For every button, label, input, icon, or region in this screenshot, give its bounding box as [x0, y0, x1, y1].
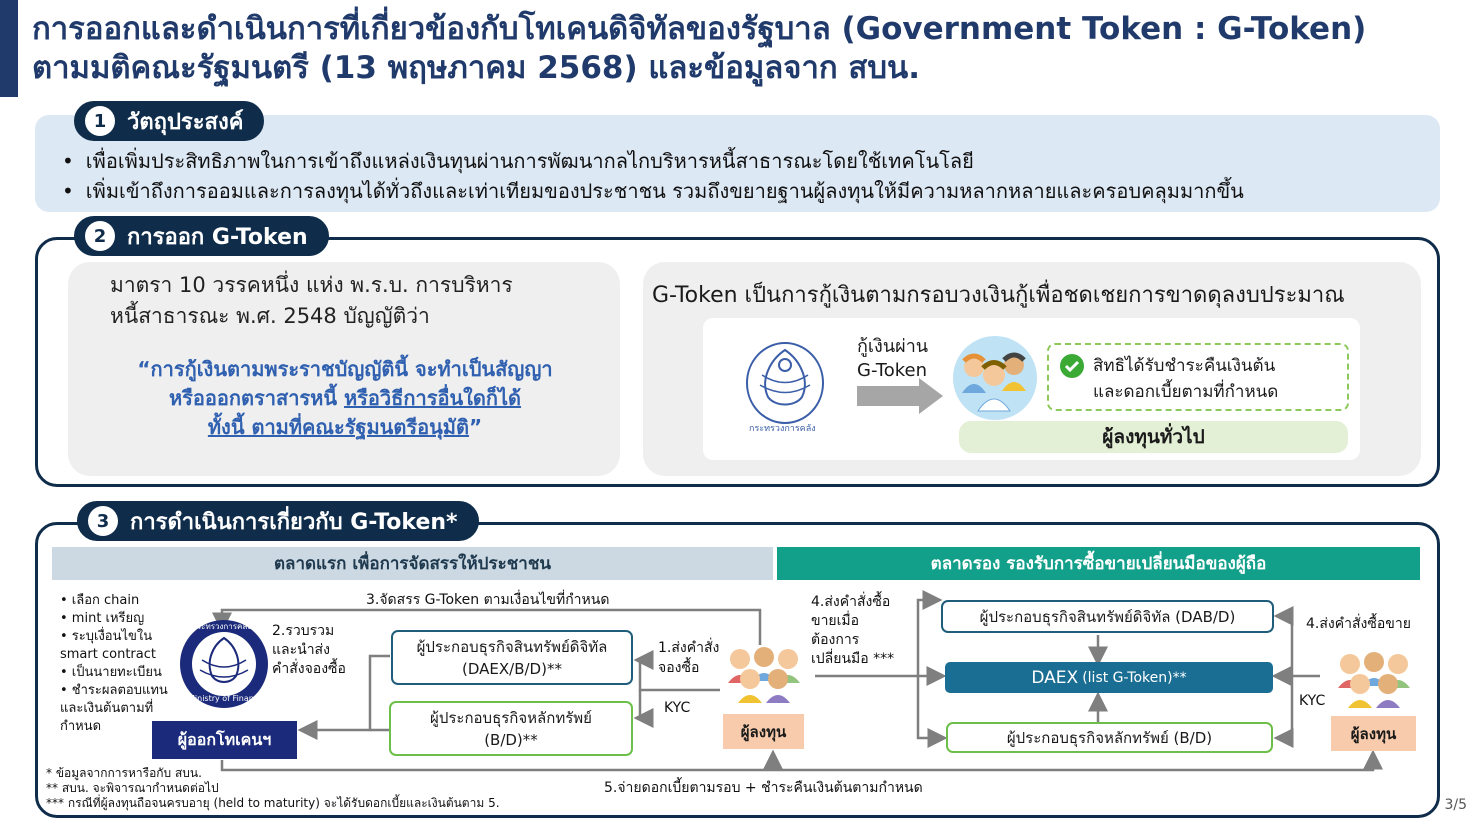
objective-item-2: • เพิ่มเข้าถึงการออมและการลงทุนได้ทั่วถึงและเท่าเทียมของประชาชน รวมถึงขยายฐานผู้ลงทุนให้มีความหลากหลายและครอบคลุมมากขึ้น [62, 176, 1244, 206]
step3-allocate-label: 3.จัดสรร G-Token ตามเงื่อนไขที่กำหนด [366, 592, 610, 608]
step1-subscribe-label: 1.ส่งคำสั่ง จองซื้อ [658, 640, 720, 676]
daex-exchange-box: DAEX (list G-Token)** [945, 662, 1273, 693]
law-line-1: มาตรา 10 วรรคหนึ่ง แห่ง พ.ร.บ. การบริหาร [110, 273, 513, 297]
section1-number: 1 [85, 106, 115, 136]
investor-tag-secondary: ผู้ลงทุน [1331, 716, 1416, 751]
law-line-2: หนี้สาธารณะ พ.ศ. 2548 บัญญัติว่า [110, 304, 430, 328]
footnote-2: ** สบน. จะพิจารณากำหนดต่อไป [46, 781, 219, 795]
law-quote-line-1: “การกู้เงินตามพระราชบัญญัตินี้ จะทำเป็นสัญญา [137, 357, 553, 381]
section2-number: 2 [85, 221, 115, 251]
primary-digital-asset-broker-box: ผู้ประกอบธุรกิจสินทรัพย์ดิจิทัล (DAEX/B/D)** [391, 630, 633, 685]
page-title-line2: ตามมติคณะรัฐมนตรี (13 พฤษภาคม 2568) และข้อมูลจาก สบน. [32, 50, 920, 86]
gtoken-info-title: G-Token เป็นการกู้เงินตามกรอบวงเงินกู้เพื่อชดเชยการขาดดุลงบประมาณ [652, 283, 1345, 308]
investor-group-icon-primary [724, 643, 804, 705]
step4-trade-label-right: 4.ส่งคำสั่งซื้อขาย [1306, 616, 1411, 632]
primary-securities-broker-box: ผู้ประกอบธุรกิจหลักทรัพย์ (B/D)** [389, 701, 633, 756]
section2-label: การออก G-Token [127, 224, 308, 250]
law-quote-line-3: ทั้งนี้ ตามที่คณะรัฐมนตรีอนุมัติ” [207, 415, 483, 439]
kyc-label-primary: KYC [664, 700, 691, 716]
step4-trade-label-left: 4.ส่งคำสั่งซื้อ ขายเมื่อ ต้องการ เปลี่ยนมือ *** [811, 594, 895, 667]
investor-rights-text: สิทธิได้รับชำระคืนเงินต้น และดอกเบี้ยตามที่กำหนด [1093, 356, 1279, 402]
step2-collect-label: 2.รวบรวม และนำส่ง คำสั่งจองซื้อ [272, 623, 346, 677]
objective-item-1: • เพื่อเพิ่มประสิทธิภาพในการเข้าถึงแหล่งเงินทุนผ่านการพัฒนากลไกบริหารหนี้สาธารณะโดยใช้เทคโนโลยี [62, 146, 974, 176]
footnote-3: *** กรณีที่ผู้ลงทุนถือจนครบอายุ (held to maturity) จะได้รับดอกเบี้ยและเงินต้นตาม 5. [46, 796, 500, 810]
issuer-duties-list: • เลือก chain • mint เหรียญ • ระบุเงื่อนไขใน smart contract • เป็นนายทะเบียน • ชำระผลตอบแทน และเงินต้นตามที่ กำหนด [60, 593, 168, 734]
mof-logo-top-text: กระทรวงการคลัง [192, 622, 252, 631]
mof-logo-bottom-text: Ministry of Finance [188, 694, 264, 703]
section3-number: 3 [88, 506, 118, 536]
page-number: 3/5 [1444, 797, 1467, 813]
secondary-market-header: ตลาดรอง รองรับการซื้อขายเปลี่ยนมือของผู้ถือ [777, 547, 1420, 580]
general-investor-label: ผู้ลงทุนทั่วไป [959, 421, 1348, 453]
mof-seal-caption: กระทรวงการคลัง [749, 424, 816, 434]
primary-market-header: ตลาดแรก เพื่อการจัดสรรให้ประชาชน [52, 547, 773, 580]
section3-label: การดำเนินการเกี่ยวกับ G-Token* [130, 509, 458, 535]
kyc-label-secondary: KYC [1299, 693, 1326, 709]
page-title-line1: การออกและดำเนินการที่เกี่ยวข้องกับโทเคนดิจิทัลของรัฐบาล (Government Token : G-Token) [32, 11, 1367, 47]
law-quote-line-2: หรือออกตราสารหนี้ หรือวิธีการอื่นใดก็ได้ [168, 386, 522, 410]
secondary-digital-asset-broker-box: ผู้ประกอบธุรกิจสินทรัพย์ดิจิทัล (DAB/D) [941, 600, 1274, 633]
investor-tag-primary: ผู้ลงทุน [723, 714, 804, 749]
borrow-via-label: กู้เงินผ่าน G-Token [857, 336, 929, 381]
secondary-securities-broker-box: ผู้ประกอบธุรกิจหลักทรัพย์ (B/D) [946, 722, 1273, 753]
footnote-1: * ข้อมูลจากการหารือกับ สบน. [46, 766, 202, 780]
section1-label: วัตถุประสงค์ [127, 109, 244, 135]
investor-group-icon-secondary [1334, 648, 1414, 710]
step5-payment-label: 5.จ่ายดอกเบี้ยตามรอบ + ชำระคืนเงินต้นตามกำหนด [604, 780, 923, 796]
token-issuer-label: ผู้ออกโทเคนฯ [152, 721, 297, 759]
